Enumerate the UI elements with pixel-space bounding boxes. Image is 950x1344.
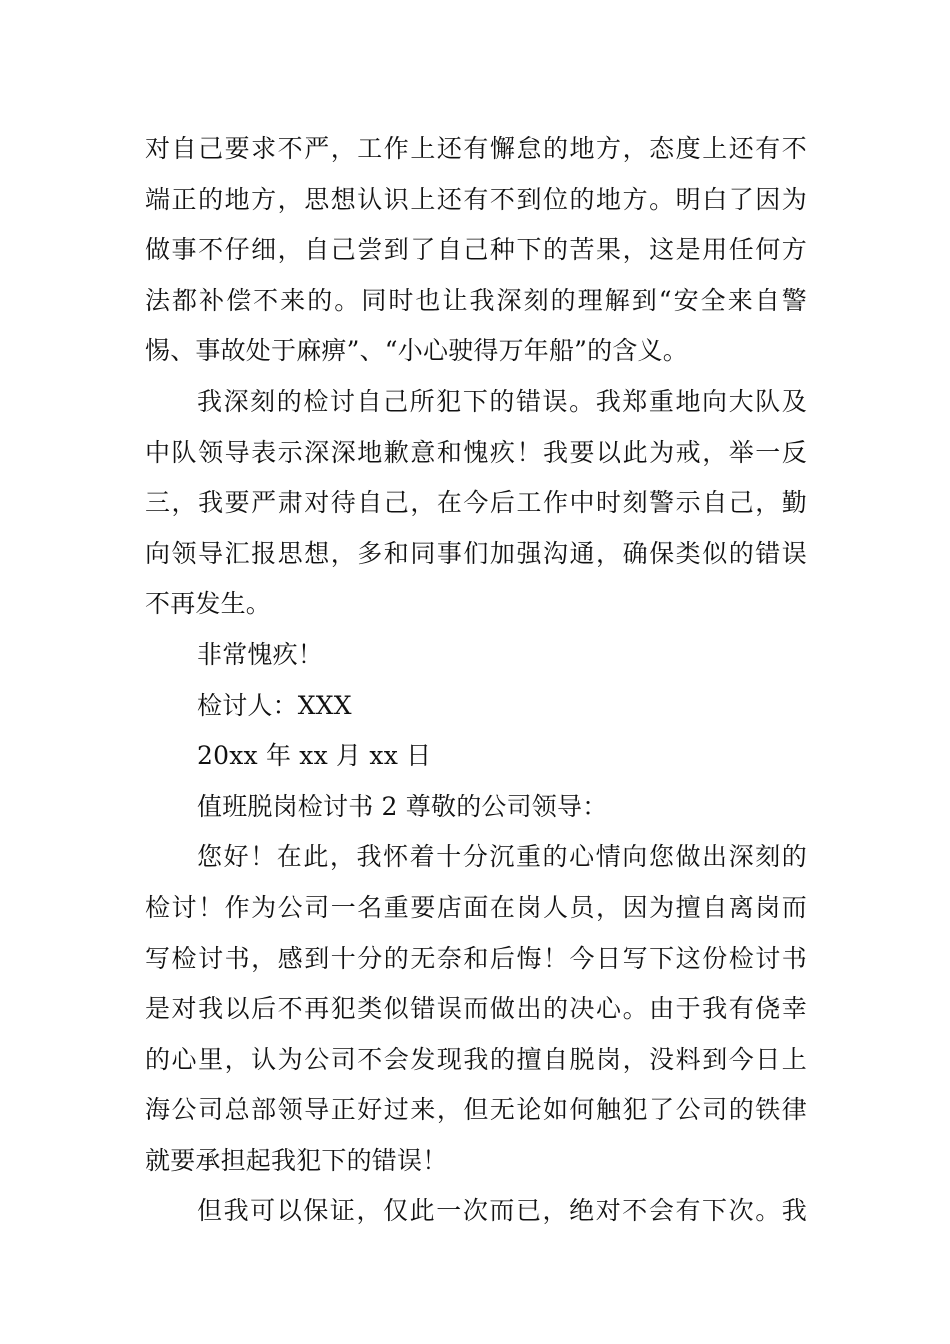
document-body — [145, 124, 807, 1237]
text-line: 20xx 年 xx 月 xx 日 — [197, 741, 432, 771]
text-line: 但我可以保证，仅此一次而已，绝对不会有下次。我 — [197, 1196, 807, 1226]
text-line: 非常愧疚！ — [197, 639, 324, 669]
text-line: 三，我要严肃对待自己，在今后工作中时刻警示自己，勤 — [145, 488, 807, 518]
text-line: 端正的地方，思想认识上还有不到位的地方。明白了因为 — [145, 184, 807, 214]
text-line: 值班脱岗检讨书 2 尊敬的公司领导： — [197, 791, 608, 821]
text-line: 检讨！作为公司一名重要店面在岗人员，因为擅自离岗而 — [145, 892, 807, 922]
text-line: 就要承担起我犯下的错误！ — [145, 1145, 448, 1175]
text-line: 向领导汇报思想，多和同事们加强沟通，确保类似的错误 — [145, 538, 807, 568]
text-line: 写检讨书，感到十分的无奈和后悔！今日写下这份检讨书 — [145, 943, 807, 973]
text-line: 不再发生。 — [145, 589, 272, 619]
text-line: 我深刻的检讨自己所犯下的错误。我郑重地向大队及 — [197, 386, 807, 416]
text-line: 做事不仔细，自己尝到了自己种下的苦果，这是用任何方 — [145, 235, 807, 265]
text-line: 检讨人：XXX — [197, 690, 352, 720]
text-line: 您好！在此，我怀着十分沉重的心情向您做出深刻的 — [197, 842, 807, 872]
text-line: 是对我以后不再犯类似错误而做出的决心。由于我有侥幸 — [145, 994, 807, 1024]
text-line: 的心里，认为公司不会发现我的擅自脱岗，没料到今日上 — [145, 1044, 807, 1074]
text-line: 惕、事故处于麻痹”、“小心驶得万年船”的含义。 — [145, 336, 688, 366]
text-line: 对自己要求不严，工作上还有懈怠的地方，态度上还有不 — [145, 134, 807, 163]
text-line: 海公司总部领导正好过来，但无论如何触犯了公司的铁律 — [145, 1095, 807, 1125]
text-line: 法都补偿不来的。同时也让我深刻的理解到“安全来自警 — [145, 285, 807, 315]
text-line: 中队领导表示深深地歉意和愧疚！我要以此为戒，举一反 — [145, 437, 807, 467]
